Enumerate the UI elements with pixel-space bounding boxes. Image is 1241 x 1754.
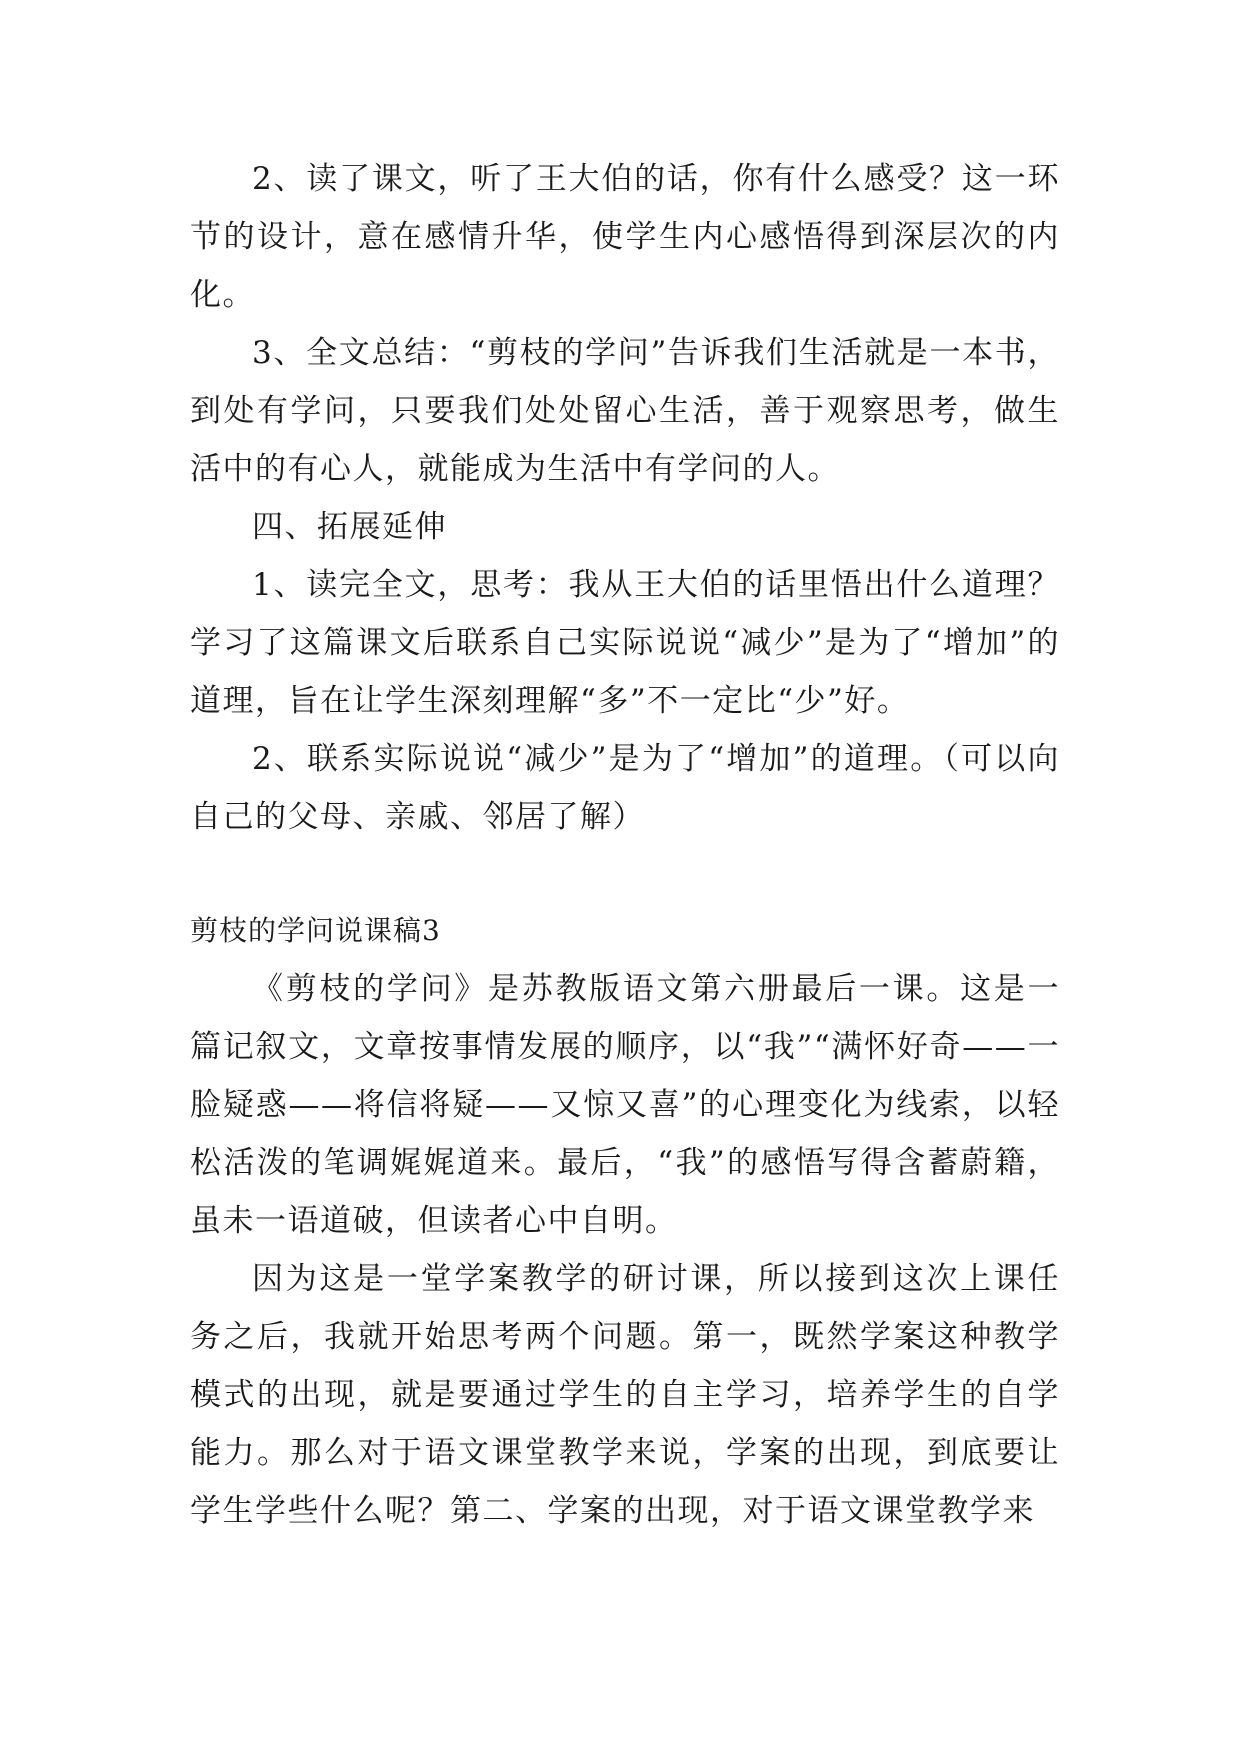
spacer: [190, 846, 1060, 902]
document-title: 剪枝的学问说课稿3: [190, 914, 441, 947]
paragraph-reflection: 1、读完全文，思考：我从王大伯的话里悟出什么道理？学习了这篇课文后联系自己实际说说“减少”是为了“增加”的道理，旨在让学生深刻理解“多”不一定比“少”好。: [190, 567, 1060, 719]
paragraph-summary: 3、全文总结：“剪枝的学问”告诉我们生活就是一本书，到处有学问，只要我们处处留心生活，善于观察思考，做生活中的有心人，就能成为生活中有学问的人。: [190, 335, 1060, 487]
paragraph-feelings: 2、读了课文，听了王大伯的话，你有什么感受？这一环节的设计，意在感情升华，使学生内心感悟得到深层次的内化。: [190, 161, 1060, 313]
paragraph-questions: 因为这是一堂学案教学的研讨课，所以接到这次上课任务之后，我就开始思考两个问题。第一，既然学案这种教学模式的出现，就是要通过学生的自主学习，培养学生的自学能力。那么对于语文课堂教学来说，学案的出现，到底要让学生学些什么呢？第二、学案的出现，对于语文课堂教学来: [190, 1261, 1060, 1529]
paragraph-practice: 2、联系实际说说“减少”是为了“增加”的道理。（可以向自己的父母、亲戚、邻居了解）: [190, 741, 1060, 835]
paragraph-intro: 《剪枝的学问》是苏教版语文第六册最后一课。这是一篇记叙文，文章按事情发展的顺序，以“我”“满怀好奇——一脸疑惑——将信将疑——又惊又喜”的心理变化为线索，以轻松活泼的笔调娓娓道来。最后，“我”的感悟写得含蓄蔚籍，虽未一语道破，但读者心中自明。: [190, 971, 1060, 1239]
section-heading-extension: 四、拓展延伸: [252, 509, 447, 545]
document-page: [190, 150, 1060, 1540]
